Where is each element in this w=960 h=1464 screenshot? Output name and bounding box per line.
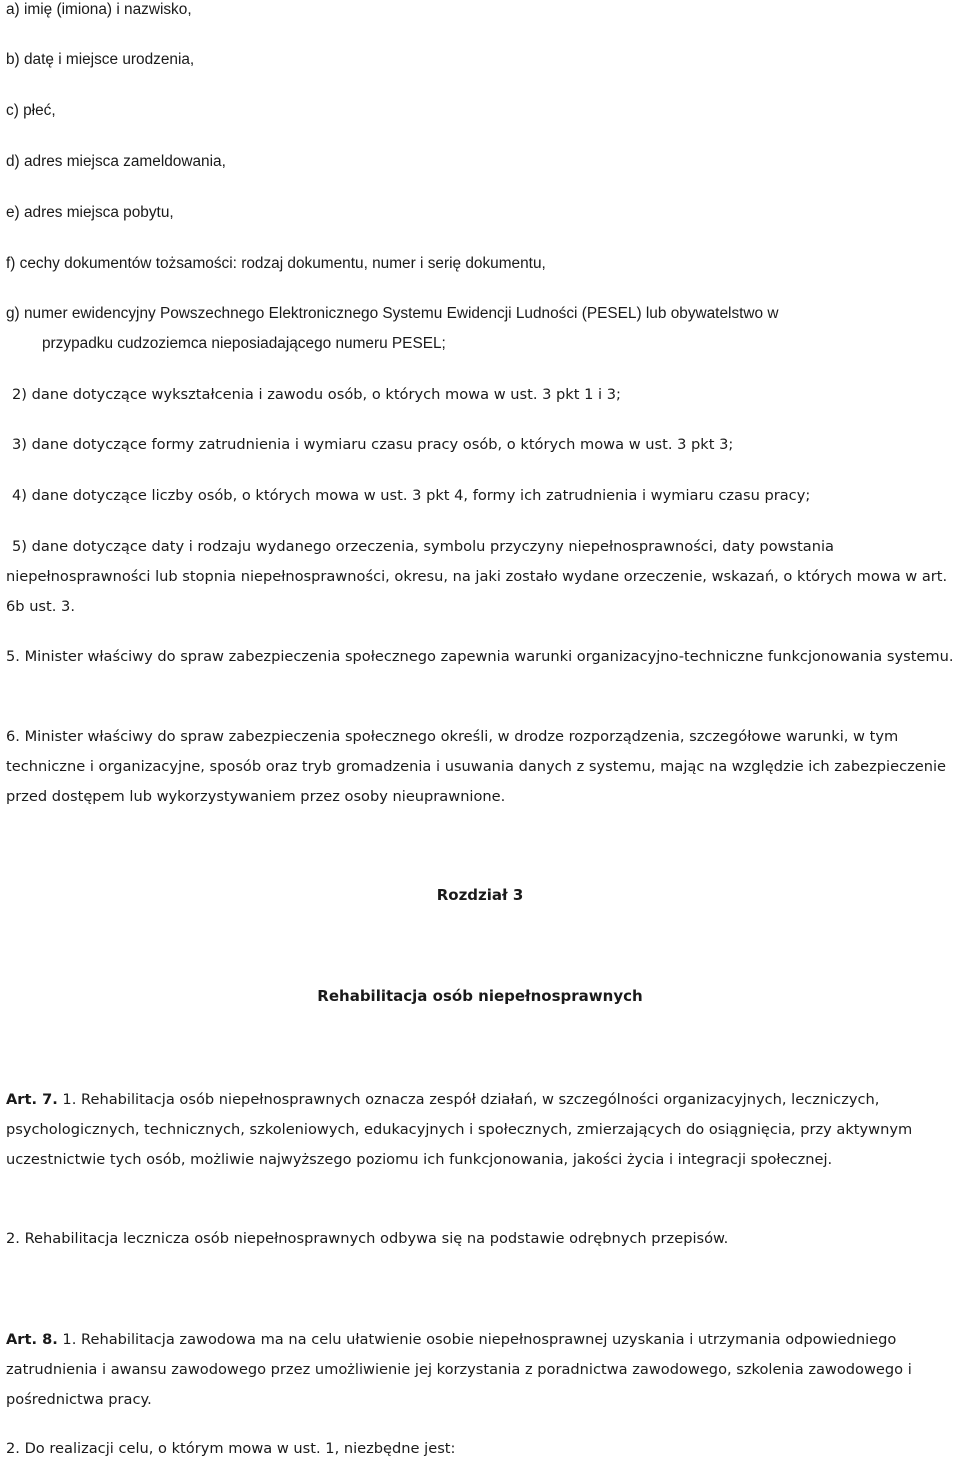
article-8-text: 1. Rehabilitacja zawodowa ma na celu ułatwienie osobie niepełnosprawnej uzyskania i utrzymania odpowiedniego zatrudnienia i awansu zawodowego przez umożliwienie jej korzystania z poradnictwa zawodowego, szkolenia zawodowego i pośrednictwa pracy. — [6, 1331, 912, 1408]
article-8-paragraph-2: 2. Do realizacji celu, o którym mowa w ust. 1, niezbędne jest: — [6, 1440, 456, 1457]
paragraph-5: 5. Minister właściwy do spraw zabezpieczenia społecznego zapewnia warunki organizacyjno-techniczne funkcjonowania systemu. — [6, 648, 954, 665]
paragraph-6: 6. Minister właściwy do spraw zabezpieczenia społecznego określi, w drodze rozporządzenia, szczegółowe warunki, w tym techniczne i organizacyjne, sposób oraz tryb gromadzenia i usuwania danych z systemu, mając na względzie ich zabezpieczenie przed dostępem lub wykorzystywaniem przez osoby nieuprawnione. — [6, 728, 947, 805]
article-7-paragraph-1 — [6, 1085, 954, 1175]
article-7-paragraph-2: 2. Rehabilitacja lecznicza osób niepełnosprawnych odbywa się na podstawie odrębnych przepisów. — [6, 1230, 729, 1247]
point-2: 2) dane dotyczące wykształcenia i zawodu osób, o których mowa w ust. 3 pkt 1 i 3; — [12, 386, 621, 403]
list-item-g-continuation: przypadku cudzoziemca nieposiadającego numeru PESEL; — [42, 335, 446, 352]
point-3: 3) dane dotyczące formy zatrudnienia i wymiaru czasu pracy osób, o których mowa w ust. 3 pkt 3; — [12, 436, 734, 453]
point-4: 4) dane dotyczące liczby osób, o których mowa w ust. 3 pkt 4, formy ich zatrudnienia i wymiaru czasu pracy; — [12, 487, 811, 504]
article-7-label: Art. 7. — [6, 1091, 58, 1108]
list-item-f: f) cechy dokumentów tożsamości: rodzaj dokumentu, numer i serię dokumentu, — [6, 255, 546, 272]
list-item-b: b) datę i miejsce urodzenia, — [6, 51, 195, 68]
point-5: 5) dane dotyczące daty i rodzaju wydanego orzeczenia, symbolu przyczyny niepełnosprawności, daty powstania niepełnosprawności lub stopnia niepełnosprawności, okresu, na jaki zostało wydane orzeczenie, wskazań, o których mowa w art. 6b ust. 3. — [6, 538, 948, 615]
article-7-text: 1. Rehabilitacja osób niepełnosprawnych oznacza zespół działań, w szczególności organizacyjnych, leczniczych, psychologicznych, technicznych, szkoleniowych, edukacyjnych i społecznych, zmierzających do osiągnięcia, przy aktywnym uczestnictwie tych osób, możliwie najwyższego poziomu ich funkcjonowania, jakości życia i integracji społecznej. — [6, 1091, 913, 1168]
chapter-number: Rozdział 3 — [436, 886, 524, 904]
chapter-title: Rehabilitacja osób niepełnosprawnych — [317, 987, 643, 1005]
list-item-a: a) imię (imiona) i nazwisko, — [6, 1, 192, 18]
list-item-e: e) adres miejsca pobytu, — [6, 204, 174, 221]
article-8-paragraph-1 — [6, 1325, 954, 1415]
list-item-d: d) adres miejsca zameldowania, — [6, 153, 226, 170]
article-8-label: Art. 8. — [6, 1331, 58, 1348]
list-item-g: g) numer ewidencyjny Powszechnego Elektronicznego Systemu Ewidencji Ludności (PESEL) lub obywatelstwo w — [6, 305, 779, 322]
list-item-c: c) płeć, — [6, 102, 56, 119]
